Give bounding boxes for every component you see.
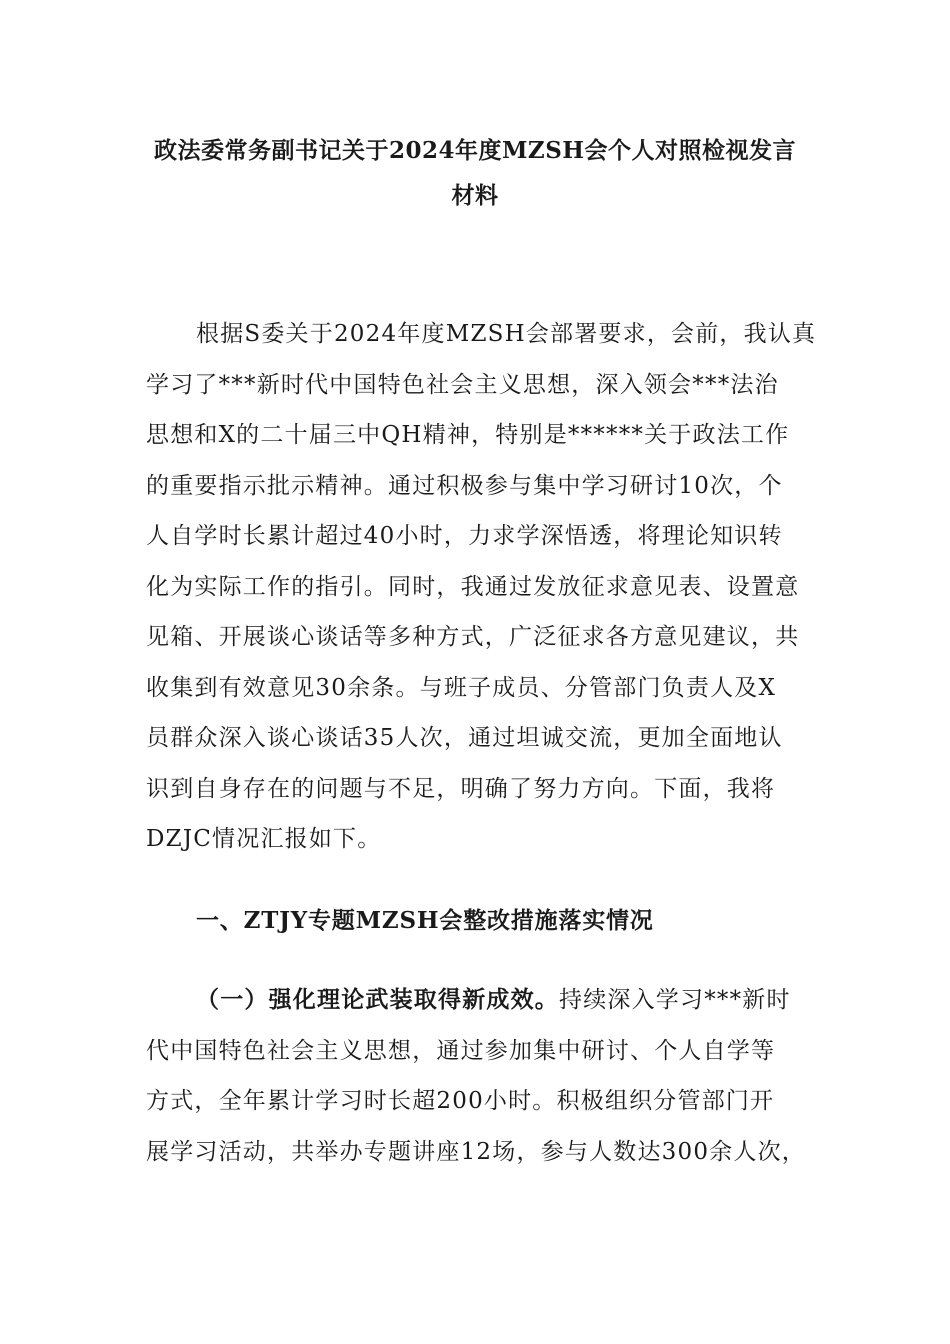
- paragraph-line: 展学习活动，共举办专题讲座12场，参与人数达300余人次，: [146, 1138, 806, 1165]
- paragraph-line: 根据S委关于2024年度MZSH会部署要求，会前，我认真: [196, 321, 817, 347]
- subsection-paragraph: [146, 975, 806, 1177]
- paragraph-line: DZJC情况汇报如下。: [146, 826, 382, 852]
- paragraph-line: 见箱、开展谈心谈话等多种方式，广泛征求各方意见建议，共: [146, 624, 800, 650]
- paragraph-line: 人自学时长累计超过40小时，力求学深悟透，将理论知识转: [146, 523, 783, 549]
- subsection-lead: （一）强化理论武装取得新成效。: [196, 986, 559, 1013]
- paragraph-line: 思想和X的二十届三中QH精神，特别是******关于政法工作: [146, 422, 790, 448]
- paragraph-line: 的重要指示批示精神。通过积极参与集中学习研讨10次，个: [146, 472, 783, 499]
- paragraph-line: 代中国特色社会主义思想，通过参加集中研讨、个人自学等: [146, 1037, 776, 1064]
- intro-paragraph: [146, 309, 817, 865]
- section-heading: 一、ZTJY专题MZSH会整改措施落实情况: [196, 907, 654, 934]
- subsection-lead-rest: 持续深入学习***新时: [559, 987, 791, 1013]
- paragraph-line: 识到自身存在的问题与不足，明确了努力方向。下面，我将: [146, 775, 776, 802]
- paragraph-line: 员群众深入谈心谈话35人次，通过坦诚交流，更加全面地认: [146, 725, 783, 751]
- title-line: 材料: [451, 182, 499, 209]
- paragraph-line: 收集到有效意见30余条。与班子成员、分管部门负责人及X: [146, 674, 777, 701]
- paragraph-line: 化为实际工作的指引。同时，我通过发放征求意见表、设置意: [146, 573, 800, 600]
- paragraph-line: 学习了***新时代中国特色社会主义思想，深入领会***法治: [146, 371, 779, 398]
- title-line: 政法委常务副书记关于2024年度MZSH会个人对照检视发言: [153, 137, 797, 164]
- paragraph-line: [146, 975, 806, 1026]
- document-title: [130, 128, 820, 218]
- paragraph-line: 方式，全年累计学习时长超200小时。积极组织分管部门开: [146, 1088, 775, 1114]
